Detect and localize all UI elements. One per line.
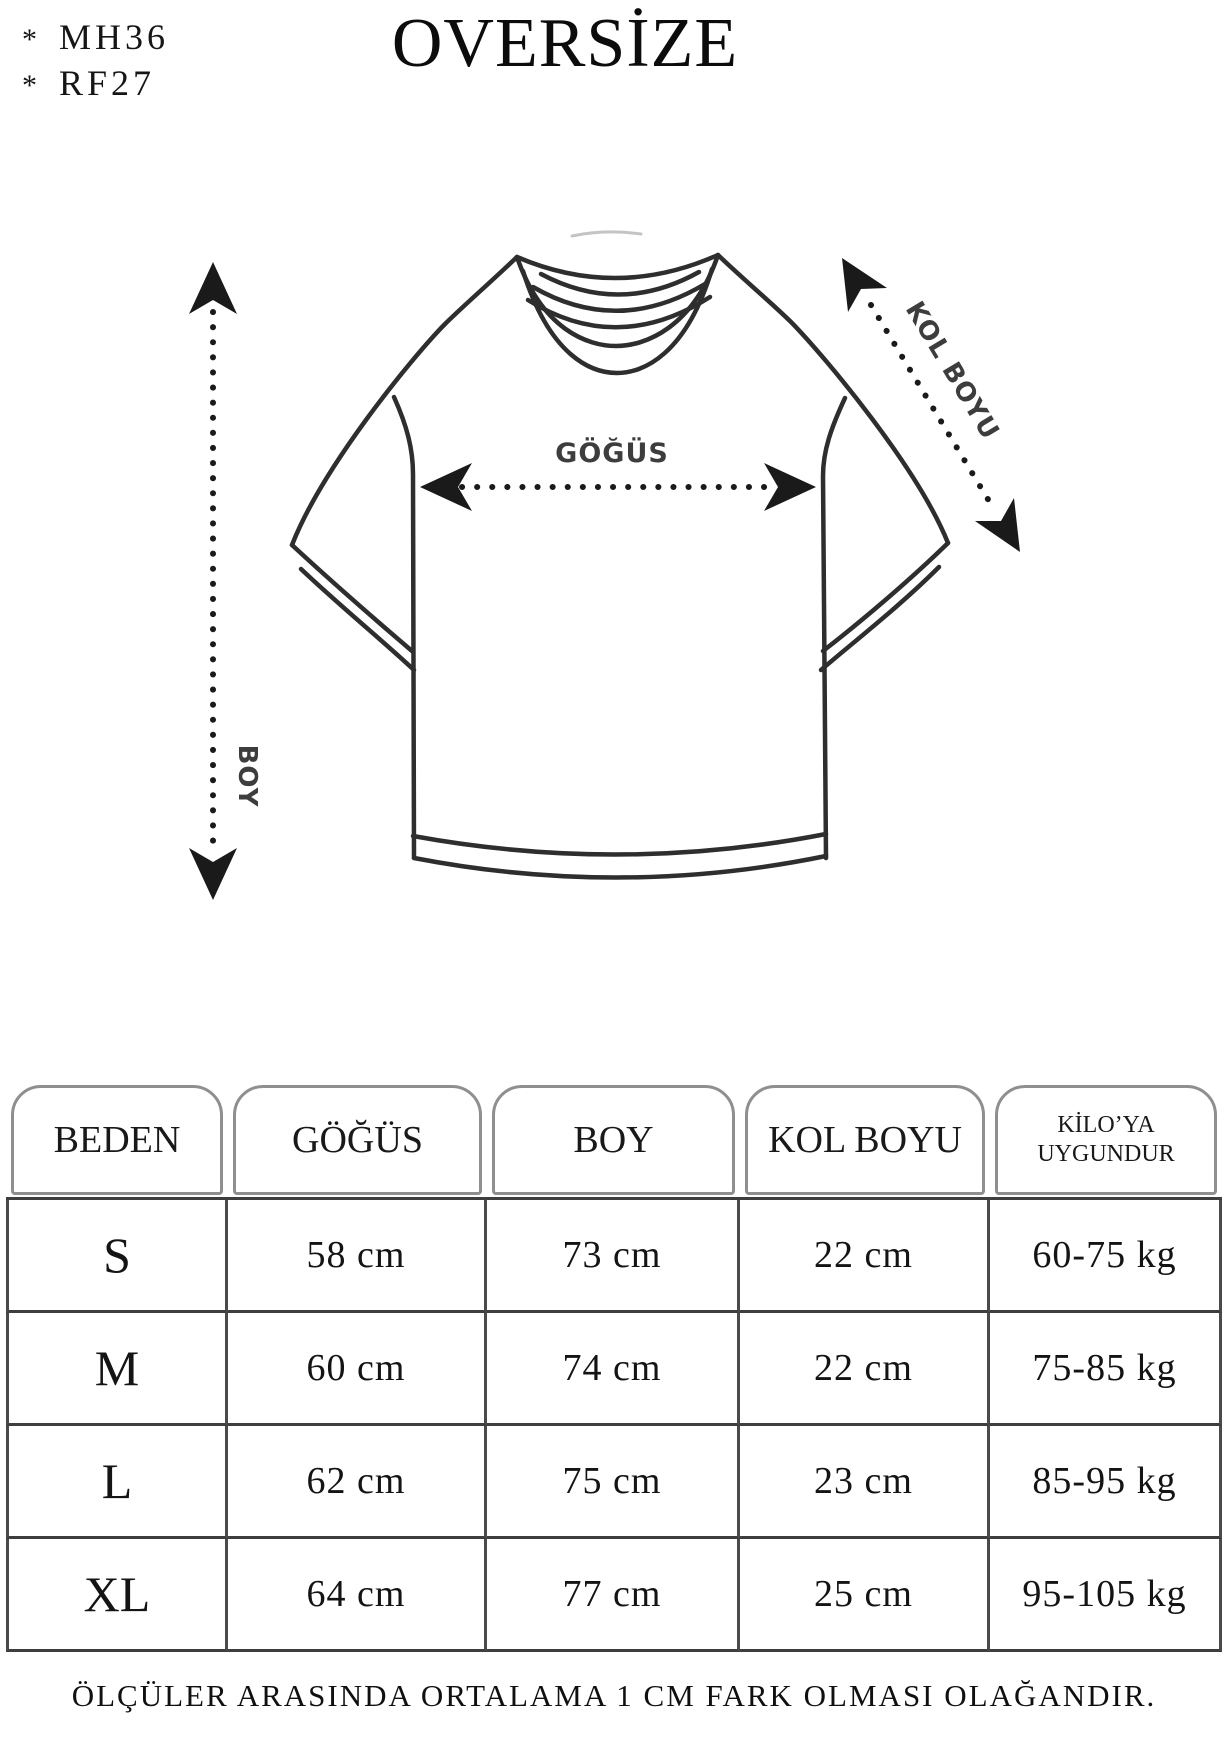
cell-size: L [6,1426,228,1539]
cell-sleeve: 22 cm [740,1313,990,1426]
cell-chest: 64 cm [228,1539,487,1652]
cell-size: S [6,1200,228,1313]
chest-arrow [420,463,816,511]
measurement-disclaimer: ÖLÇÜLER ARASINDA ORTALAMA 1 CM FARK OLMASI OLAĞANDIR. [71,1678,1157,1713]
cell-sleeve: 23 cm [740,1426,990,1539]
sleeve-label: KOL BOYU [899,296,1005,446]
cell-size: M [6,1313,228,1426]
length-arrow [189,262,237,900]
header-boy [492,1085,735,1195]
cell-sleeve: 25 cm [740,1539,990,1652]
header-gogus [233,1085,482,1195]
cell-size: XL [6,1539,228,1652]
product-code: MH36 [59,17,170,57]
cell-length: 73 cm [487,1200,740,1313]
size-table [6,1085,1222,1652]
header-kiloya-uygundur [995,1085,1217,1195]
asterisk-icon: * [22,23,37,56]
header-beden [11,1085,223,1195]
cell-weight: 60-75 kg [990,1200,1222,1313]
product-code: RF27 [59,63,156,103]
page-title: OVERSİZE [391,5,739,82]
cell-weight: 95-105 kg [990,1539,1222,1652]
cell-chest: 58 cm [228,1200,487,1313]
cell-sleeve: 22 cm [740,1200,990,1313]
cell-weight: 75-85 kg [990,1313,1222,1426]
cell-length: 74 cm [487,1313,740,1426]
header-label: BEDEN [53,1119,181,1161]
cell-chest: 62 cm [228,1426,487,1539]
header-label: BOY [573,1119,654,1161]
cell-weight: 85-95 kg [990,1426,1222,1539]
chest-label: GÖĞÜS [555,438,669,469]
cell-length: 77 cm [487,1539,740,1652]
header-label: KİLO’YA UYGUNDUR [1037,1112,1175,1167]
cell-length: 75 cm [487,1426,740,1539]
cell-chest: 60 cm [228,1313,487,1426]
header-label: KOL BOYU [768,1119,962,1161]
asterisk-icon: * [22,69,37,102]
length-label: BOY [232,744,262,808]
header-label: GÖĞÜS [292,1119,423,1161]
header-kol-boyu [745,1085,985,1195]
